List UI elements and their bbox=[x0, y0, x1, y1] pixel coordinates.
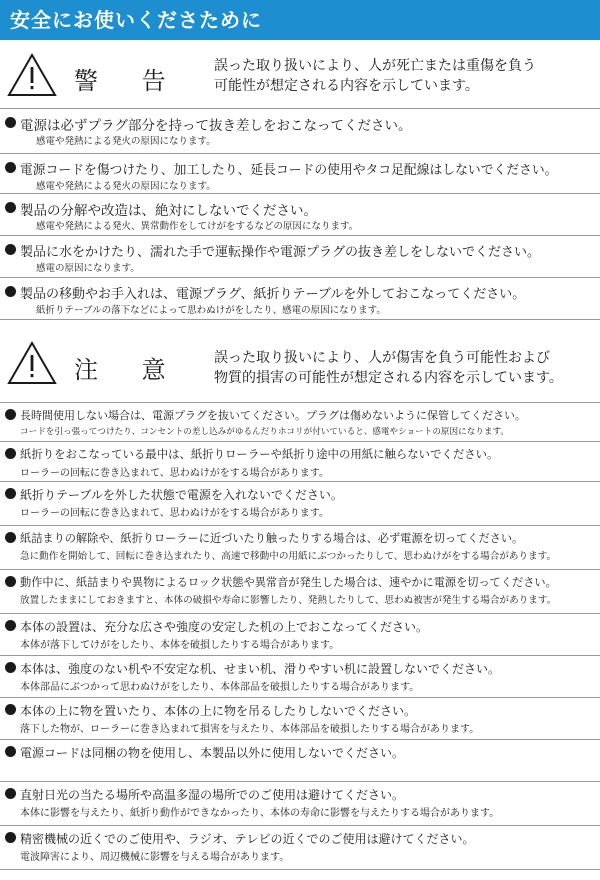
item-note: 感電や発熱による発火の原因になります。 bbox=[36, 181, 216, 192]
item-note: 急に動作を開始して、回転に巻き込まれたり、高速で移動中の用紙にぶつかったりして、思わぬけがをする場合があります。 bbox=[20, 551, 557, 562]
warning-section-head bbox=[0, 52, 600, 108]
warning-description-line: 誤った取り扱いにより、人が死亡または重傷を負う bbox=[214, 58, 536, 74]
caution-description-line: 誤った取り扱いにより、人が傷害を負う可能性および bbox=[214, 350, 550, 366]
caution-item bbox=[0, 656, 600, 698]
item-note: 感電や発熱による発火、異常動作をしてけがをするなどの原因になります。 bbox=[36, 221, 359, 232]
item-note: 放置したままにしておきますと、本体の破損や寿命に影響したり、発熱したりして、思わぬ被害が発生する場合があります。 bbox=[20, 595, 557, 606]
bullet-icon bbox=[5, 409, 16, 420]
item-text: 電源コードを傷つけたり、加工したり、延長コードの使用やタコ足配線はしないでください。 bbox=[20, 163, 558, 178]
bullet-icon bbox=[5, 244, 16, 255]
warning-item bbox=[0, 108, 600, 154]
item-note: 落下した物が、ローラーに巻き込まれて損害を与えたり、本体部品を破損したりする場合があります。 bbox=[20, 724, 480, 735]
item-note: ローラーの回転に巻き込まれて、思わぬけがをする場合があります。 bbox=[20, 468, 329, 479]
item-note: 本体部品にぶつかって思わぬけがをしたり、本体部品を破損したりする場合があります。 bbox=[20, 682, 420, 693]
warning-item bbox=[0, 154, 600, 194]
page-title: 安全にお使いくださために bbox=[10, 8, 262, 32]
caution-item bbox=[0, 570, 600, 614]
bullet-icon bbox=[5, 746, 16, 757]
bullet-icon bbox=[5, 117, 16, 128]
item-text: 製品に水をかけたり、濡れた手で運転操作や電源プラグの抜き差しをしないでください。 bbox=[20, 245, 541, 260]
bullet-icon bbox=[5, 832, 16, 843]
item-text: 動作中に、紙詰まりや異物によるロック状態や異常音が発生した場合は、速やかに電源を切ってください。 bbox=[20, 576, 557, 589]
warning-label: 警 告 bbox=[74, 67, 184, 95]
item-note: 本体に影響を与えたり、紙折り動作ができなかったり、本体の寿命に影響を与えたりする場合があります。 bbox=[20, 808, 500, 819]
item-note: 感電や発熱による発火の原因になります。 bbox=[36, 136, 216, 147]
caution-section-head bbox=[0, 336, 600, 396]
item-text: 直射日光の当たる場所や高温多湿の場所でのご使用は避けてください。 bbox=[20, 788, 405, 802]
item-text: 本体の設置は、充分な広さや強度の安定した机の上でおこなってください。 bbox=[20, 620, 429, 634]
caution-item bbox=[0, 698, 600, 740]
caution-item bbox=[0, 526, 600, 570]
item-text: 電源コードは同梱の物を使用し、本製品以外に使用しないでください。 bbox=[20, 746, 405, 760]
bullet-icon bbox=[5, 620, 16, 631]
bullet-icon bbox=[5, 532, 16, 543]
caution-label: 注 意 bbox=[74, 356, 184, 384]
warning-item bbox=[0, 236, 600, 278]
caution-item bbox=[0, 782, 600, 826]
item-note: 紙折りテーブルの落下などによって思わぬけがをしたり、感電の原因になります。 bbox=[36, 305, 386, 316]
item-note: 感電の原因になります。 bbox=[36, 263, 140, 274]
item-text: 本体は、強度のない机や不安定な机、せまい机、滑りやすい机に設置しないでください。 bbox=[20, 662, 501, 676]
caution-item bbox=[0, 740, 600, 782]
page-header bbox=[0, 0, 600, 40]
bullet-icon bbox=[5, 488, 16, 499]
bullet-icon bbox=[5, 202, 16, 213]
bullet-icon bbox=[5, 448, 16, 459]
item-text: 長時間使用しない場合は、電源プラグを抜いてください。プラグは傷めないように保管してください。 bbox=[20, 409, 526, 422]
item-text: 製品の移動やお手入れは、電源プラグ、紙折りテーブルを外しておこなってください。 bbox=[20, 287, 526, 302]
caution-description bbox=[214, 348, 594, 388]
caution-item bbox=[0, 826, 600, 870]
bullet-icon bbox=[5, 788, 16, 799]
warning-description-line: 可能性が想定される内容を示しています。 bbox=[214, 78, 479, 94]
warning-triangle-icon bbox=[6, 52, 58, 98]
caution-description-line: 物質的損害の可能性が想定される内容を示しています。 bbox=[214, 370, 563, 386]
item-note: ローラーの回転に巻き込まれて、思わぬけがをする場合があります。 bbox=[20, 508, 329, 519]
item-text: 紙折りテーブルを外した状態で電源を入れないでください。 bbox=[20, 488, 343, 502]
bullet-icon bbox=[5, 704, 16, 715]
caution-item bbox=[0, 402, 600, 442]
item-note: 電波障害により、周辺機械に影響を与える場合があります。 bbox=[20, 852, 290, 863]
bullet-icon bbox=[5, 576, 16, 587]
item-text: 本体の上に物を置いたり、本体の上に物を吊るしたりしないでください。 bbox=[20, 704, 417, 718]
bullet-icon bbox=[5, 162, 16, 173]
bullet-icon bbox=[5, 286, 16, 297]
caution-item bbox=[0, 614, 600, 656]
caution-item bbox=[0, 482, 600, 526]
item-text: 精密機械の近くでのご使用や、ラジオ、テレビの近くでのご使用は避けてください。 bbox=[20, 832, 475, 846]
item-text: 製品の分解や改造は、絶対にしないでください。 bbox=[20, 203, 317, 219]
item-text: 紙折りをおこなっている最中は、紙折りローラーや紙折り途中の用紙に触らないでください。 bbox=[20, 447, 499, 461]
warning-item bbox=[0, 278, 600, 320]
item-note: コードを引っ張ってつけたり、コンセントの差し込みがゆるんだりホコリが付いていると、感電やショートの原因になります。 bbox=[20, 427, 509, 437]
warning-item bbox=[0, 194, 600, 236]
item-text: 電源は必ずプラグ部分を持って抜き差しをおこなってください。 bbox=[20, 118, 412, 134]
caution-item bbox=[0, 442, 600, 482]
item-text: 紙詰まりの解除や、紙折りローラーに近づいたり触ったりする場合は、必ず電源を切ってください。 bbox=[20, 532, 524, 545]
bullet-icon bbox=[5, 662, 16, 673]
caution-triangle-icon bbox=[6, 340, 58, 386]
item-note: 本体が落下してけがをしたり、本体を破損したりする場合があります。 bbox=[20, 640, 340, 651]
warning-description bbox=[214, 56, 594, 96]
